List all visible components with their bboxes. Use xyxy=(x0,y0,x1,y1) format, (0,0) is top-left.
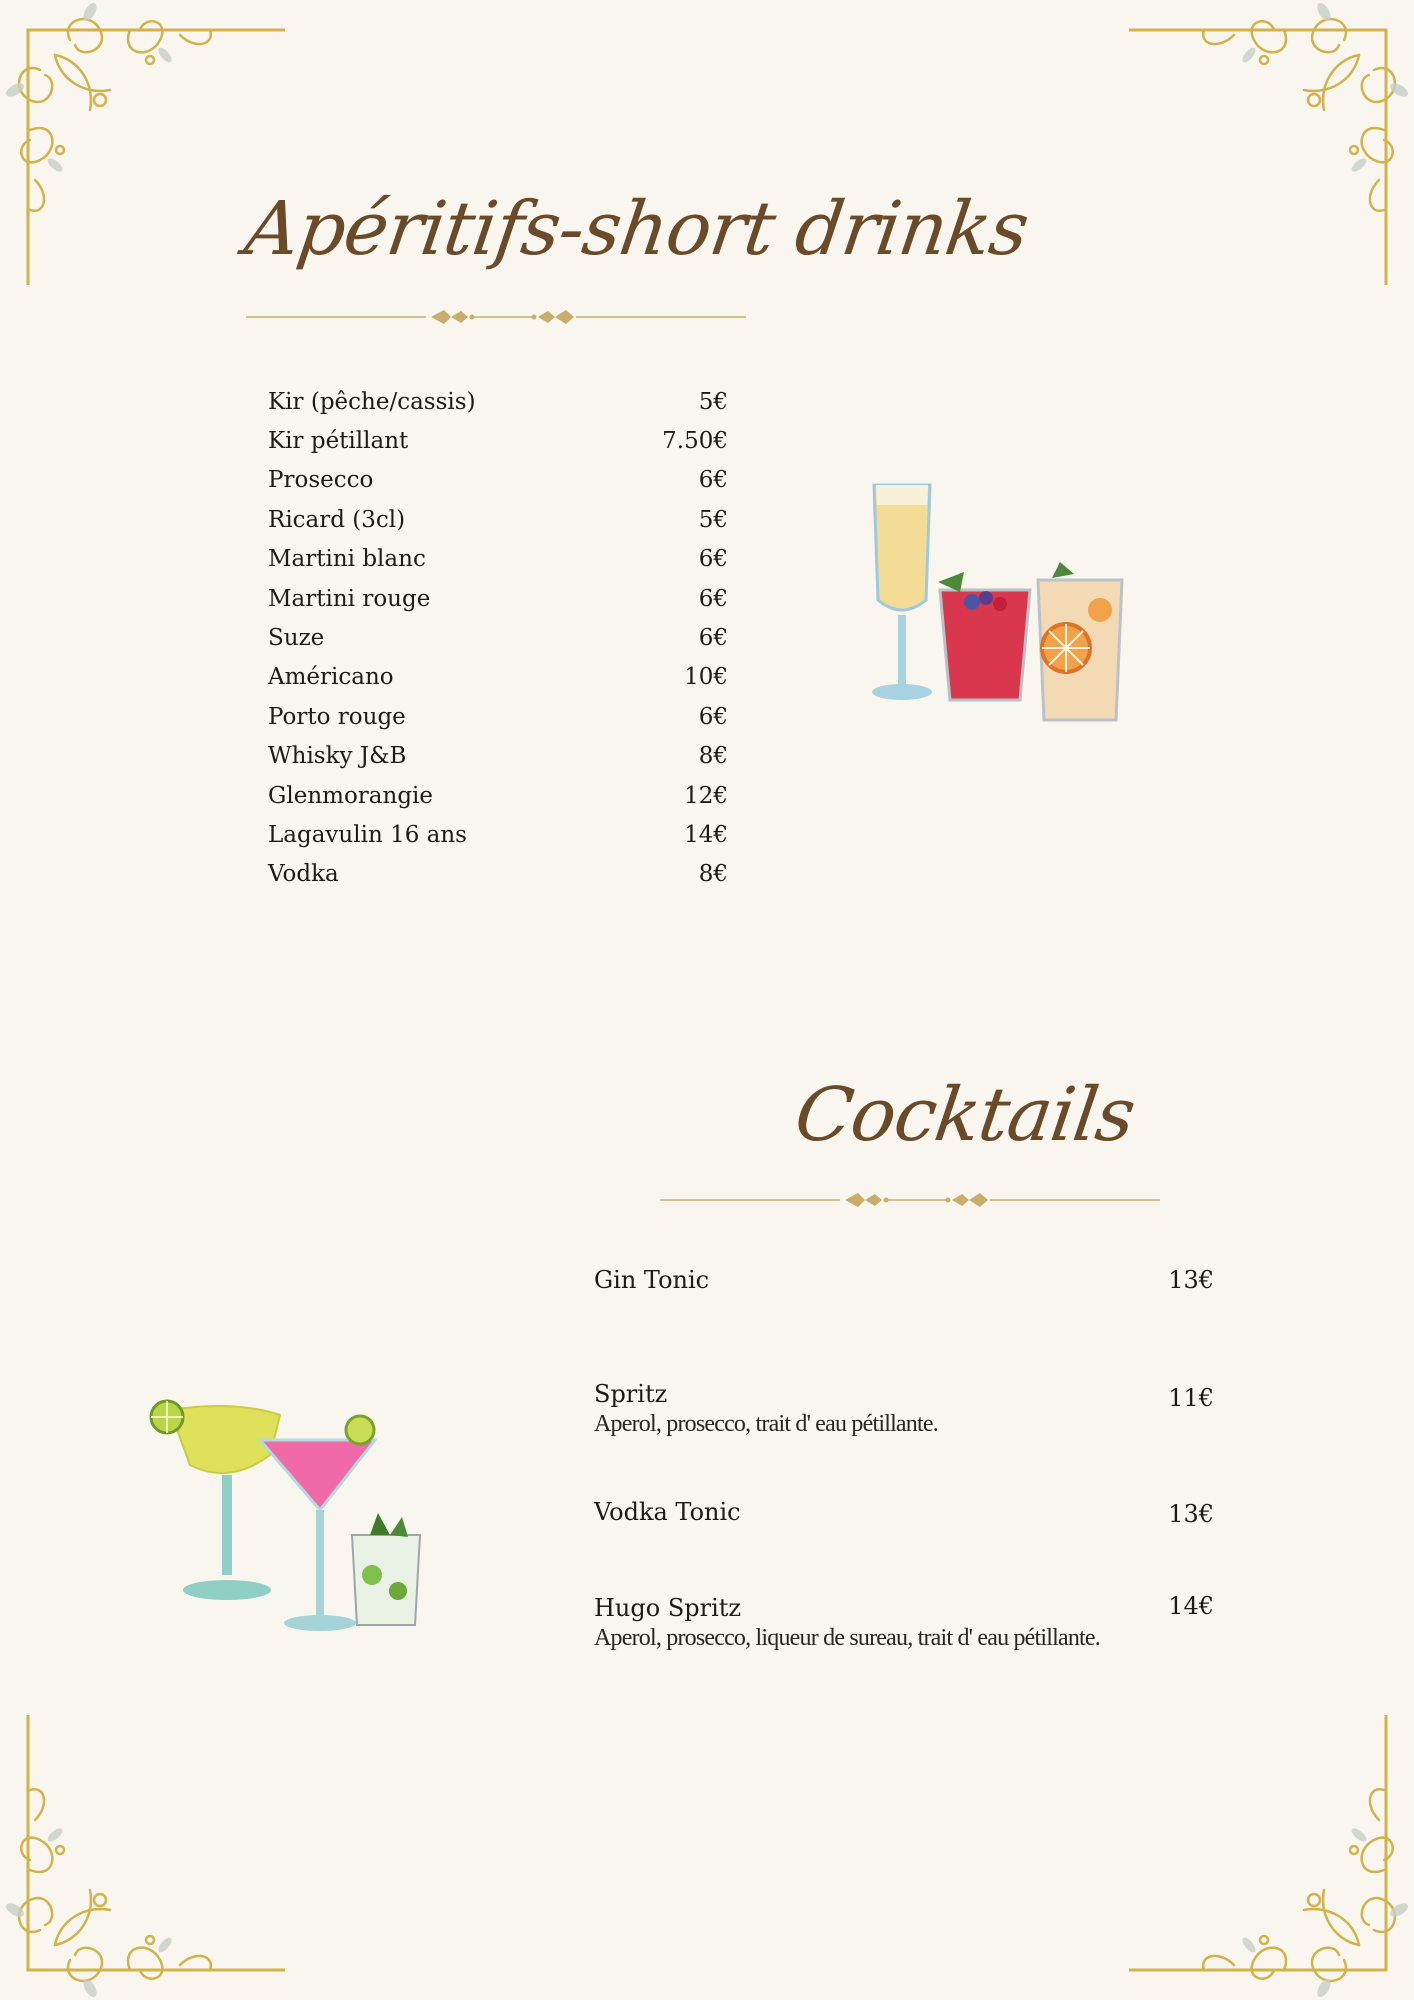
aperitif-item xyxy=(268,382,728,421)
aperitifs-list xyxy=(268,382,728,894)
aperitif-price: 5€ xyxy=(698,506,728,533)
aperitif-price: 8€ xyxy=(698,743,728,770)
aperitifs-title: Apéritifs-short drinks xyxy=(239,186,1034,272)
aperitif-item xyxy=(268,658,728,697)
aperitif-name: Martini rouge xyxy=(268,585,431,612)
aperitif-name: Suze xyxy=(268,625,325,652)
cocktail-item xyxy=(594,1380,1214,1440)
aperitif-price: 6€ xyxy=(698,703,728,730)
aperitif-price: 10€ xyxy=(684,664,728,691)
aperitif-drinks-illustration xyxy=(860,480,1130,730)
aperitif-item xyxy=(268,697,728,736)
corner-ornament-top-right xyxy=(1114,0,1414,300)
aperitif-item xyxy=(268,461,728,500)
aperitif-name: Lagavulin 16 ans xyxy=(268,821,467,848)
aperitif-item xyxy=(268,618,728,657)
aperitif-name: Kir (pêche/cassis) xyxy=(268,388,476,415)
cocktail-item xyxy=(594,1266,1214,1294)
aperitif-name: Prosecco xyxy=(268,467,374,494)
aperitif-item xyxy=(268,540,728,579)
aperitif-name: Américano xyxy=(268,664,394,691)
aperitif-price: 14€ xyxy=(684,821,728,848)
aperitif-item xyxy=(268,737,728,776)
aperitif-item xyxy=(268,579,728,618)
aperitif-price: 6€ xyxy=(698,467,728,494)
cocktail-name: Gin Tonic xyxy=(594,1266,710,1294)
aperitif-name: Porto rouge xyxy=(268,703,406,730)
cocktails-divider xyxy=(660,1188,1160,1212)
cocktail-price: 13€ xyxy=(1168,1266,1214,1294)
aperitif-item xyxy=(268,855,728,894)
cocktails-title: Cocktails xyxy=(789,1072,1140,1158)
aperitif-name: Ricard (3cl) xyxy=(268,506,406,533)
aperitif-item xyxy=(268,500,728,539)
aperitif-price: 5€ xyxy=(698,388,728,415)
aperitif-name: Glenmorangie xyxy=(268,782,434,809)
aperitif-name: Whisky J&B xyxy=(268,743,407,770)
aperitif-name: Vodka xyxy=(268,861,339,888)
aperitif-price: 6€ xyxy=(698,585,728,612)
aperitif-item xyxy=(268,421,728,460)
cocktail-glasses-illustration xyxy=(140,1395,440,1635)
aperitifs-divider xyxy=(246,305,746,329)
aperitif-price: 12€ xyxy=(684,782,728,809)
cocktail-description: Aperol, prosecco, trait d' eau pétillante. xyxy=(594,1411,938,1437)
cocktail-item xyxy=(594,1498,1214,1526)
corner-ornament-bottom-left xyxy=(0,1700,300,2000)
aperitif-price: 7.50€ xyxy=(662,428,728,455)
cocktail-name: Hugo Spritz xyxy=(594,1594,742,1622)
aperitif-name: Kir pétillant xyxy=(268,428,409,455)
cocktail-name: Vodka Tonic xyxy=(594,1498,741,1526)
cocktail-name: Spritz xyxy=(594,1380,668,1408)
cocktail-price: 14€ xyxy=(1168,1592,1214,1620)
aperitif-item xyxy=(268,815,728,854)
aperitif-item xyxy=(268,776,728,815)
corner-ornament-bottom-right xyxy=(1114,1700,1414,2000)
aperitif-price: 6€ xyxy=(698,625,728,652)
cocktail-description: Aperol, prosecco, liqueur de sureau, trait d' eau pétillante. xyxy=(594,1625,1100,1651)
cocktail-price: 13€ xyxy=(1168,1500,1214,1528)
cocktail-item xyxy=(594,1594,1214,1654)
aperitif-price: 6€ xyxy=(698,546,728,573)
aperitif-price: 8€ xyxy=(698,861,728,888)
cocktail-price: 11€ xyxy=(1168,1384,1214,1412)
aperitif-name: Martini blanc xyxy=(268,546,426,573)
